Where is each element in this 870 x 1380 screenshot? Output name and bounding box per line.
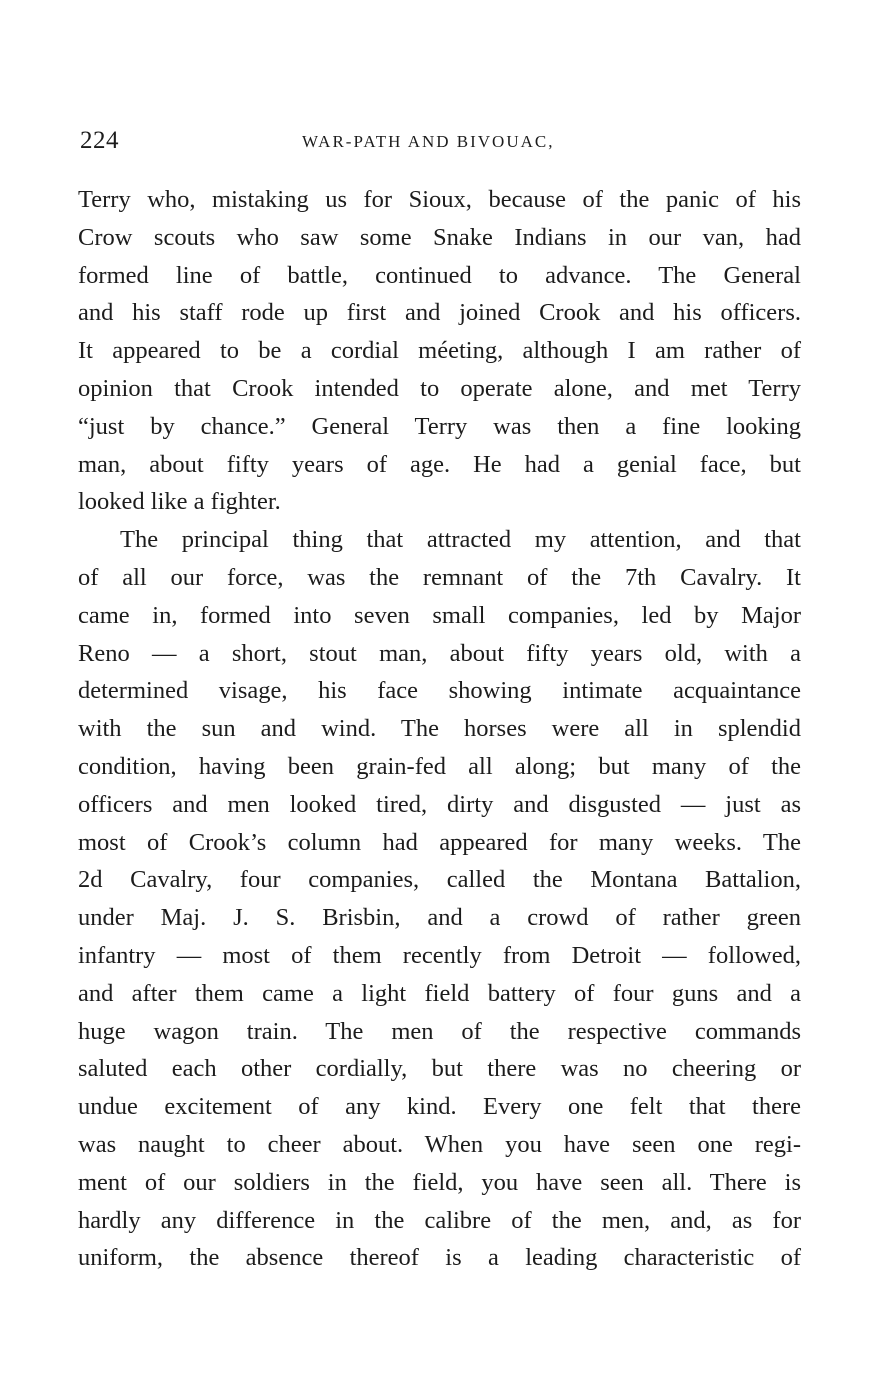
text-line: “just by chance.” General Terry was then a fine looking bbox=[78, 412, 801, 440]
text-line: opinion that Crook intended to operate alone, and met Terry bbox=[78, 374, 801, 402]
text-line: came in, formed into seven small companies, led by Major bbox=[78, 601, 801, 629]
text-line: determined visage, his face showing intimate acquaintance bbox=[78, 677, 801, 705]
text-line: It appeared to be a cordial méeting, although I am rather of bbox=[78, 337, 801, 365]
text-line: 2d Cavalry, four companies, called the Montana Battalion, bbox=[78, 866, 801, 894]
text-line: saluted each other cordially, but there was no cheering or bbox=[78, 1055, 801, 1083]
text-line: infantry — most of them recently from Detroit — followed, bbox=[78, 941, 801, 969]
text-line: under Maj. J. S. Brisbin, and a crowd of rather green bbox=[78, 904, 801, 932]
text-line: condition, having been grain-fed all along; but many of the bbox=[78, 752, 801, 780]
text-line: of all our force, was the remnant of the 7th Cavalry. It bbox=[78, 563, 801, 591]
text-line: and after them came a light field battery of four guns and a bbox=[78, 979, 801, 1007]
text-line: formed line of battle, continued to advance. The General bbox=[78, 261, 801, 289]
text-line: undue excitement of any kind. Every one felt that there bbox=[78, 1093, 801, 1121]
text-line: most of Crook’s column had appeared for many weeks. The bbox=[78, 828, 801, 856]
text-line: The principal thing that attracted my attention, and that bbox=[120, 526, 801, 554]
text-line: man, about fifty years of age. He had a genial face, but bbox=[78, 450, 801, 478]
body-text bbox=[78, 181, 801, 1277]
text-line: uniform, the absence thereof is a leading characteristic of bbox=[78, 1244, 801, 1272]
text-line: looked like a fighter. bbox=[78, 488, 281, 516]
text-line: was naught to cheer about. When you have seen one regi- bbox=[78, 1130, 801, 1158]
text-line: huge wagon train. The men of the respective commands bbox=[78, 1017, 801, 1045]
text-line: with the sun and wind. The horses were all in splendid bbox=[78, 715, 801, 743]
text-line: hardly any difference in the calibre of the men, and, as for bbox=[78, 1206, 801, 1234]
text-line: Crow scouts who saw some Snake Indians in our van, had bbox=[78, 223, 801, 251]
text-line: officers and men looked tired, dirty and disgusted — just as bbox=[78, 790, 801, 818]
text-line: and his staff rode up first and joined Crook and his officers. bbox=[78, 299, 801, 327]
running-head: WAR-PATH AND BIVOUAC, bbox=[302, 132, 555, 151]
text-line: ment of our soldiers in the field, you have seen all. There is bbox=[78, 1168, 801, 1196]
text-line: Reno — a short, stout man, about fifty years old, with a bbox=[78, 639, 801, 667]
page-number: 224 bbox=[80, 127, 119, 154]
text-line: Terry who, mistaking us for Sioux, because of the panic of his bbox=[78, 186, 801, 213]
page-header bbox=[80, 124, 800, 160]
